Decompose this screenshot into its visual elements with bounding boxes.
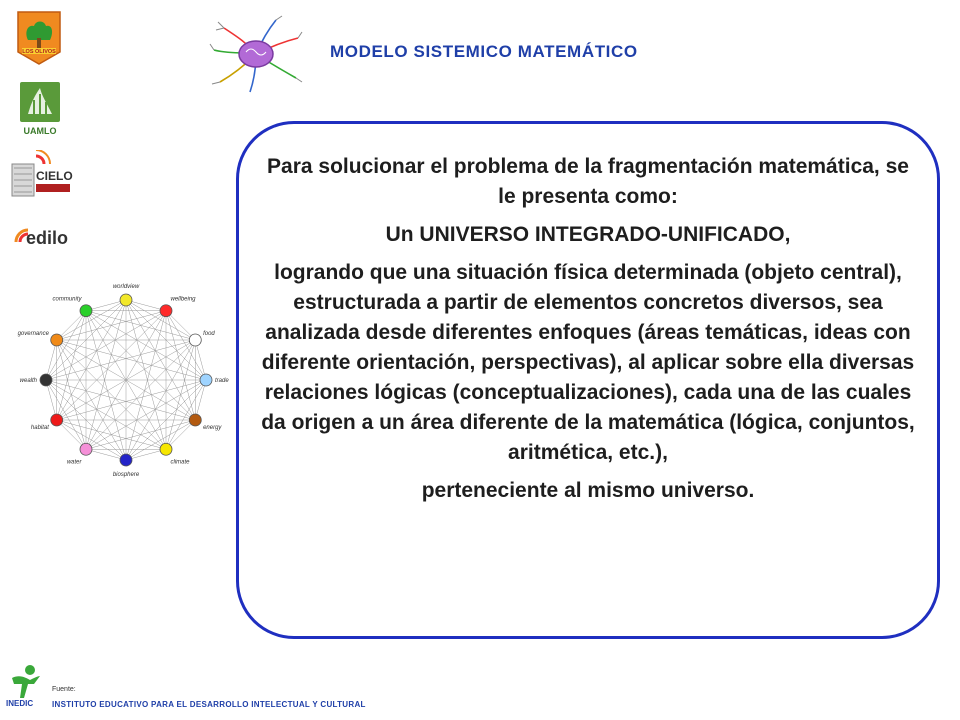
network-label-food: food xyxy=(203,331,215,337)
intro-paragraph: Para solucionar el problema de la fragmentación matemática, se le presenta como: xyxy=(267,155,909,208)
closing-paragraph: perteneciente al mismo universo. xyxy=(421,479,755,502)
source-label: Fuente: xyxy=(52,686,76,693)
los-olivos-logo xyxy=(16,10,62,66)
network-label-habitat: habitat xyxy=(30,425,49,431)
network-link xyxy=(86,311,206,380)
institution-name: INSTITUTO EDUCATIVO PARA EL DESARROLLO INTELECTUAL Y CULTURAL xyxy=(52,700,366,709)
network-link xyxy=(57,311,166,420)
network-node-habitat xyxy=(51,414,63,426)
network-node-water xyxy=(80,443,92,455)
network-label-trade: trade xyxy=(215,378,229,384)
network-label-climate: climate xyxy=(170,459,190,466)
network-label-worldview: worldview xyxy=(112,284,140,290)
network-node-biosphere xyxy=(120,454,132,466)
network-link xyxy=(46,380,166,449)
content-text xyxy=(259,152,917,506)
network-node-governance xyxy=(51,334,63,346)
network-node-energy xyxy=(189,414,201,426)
network-link xyxy=(57,420,126,460)
network-node-community xyxy=(80,305,92,317)
network-node-trade xyxy=(200,374,212,386)
uamlo-logo xyxy=(18,80,62,140)
explanation-paragraph: logrando que una situación física determinada (objeto central), estructurada a partir de elementos concretos diversos, sea analizada desde diferentes enfoques (áreas temáticas, ideas con diferente orientación, perspectivas), al aplicar sobre ella diversas relaciones lógicas (conceptualizaciones), cada una de las cuales da origen a un área diferente de la matemática (lógica, conjuntos, aritmética, etc.), xyxy=(261,261,915,464)
edilo-logo-text: edilo xyxy=(26,228,69,248)
network-link xyxy=(86,311,195,420)
network-node-food xyxy=(189,334,201,346)
network-label-biosphere: biosphere xyxy=(112,472,140,478)
network-link xyxy=(86,340,195,449)
network-links xyxy=(46,300,206,460)
edilo-logo xyxy=(12,218,78,252)
uamlo-logo-text: UAMLO xyxy=(23,126,57,136)
network-node-climate xyxy=(160,443,172,455)
slide-title: MODELO SISTEMICO MATEMÁTICO xyxy=(330,42,638,61)
brain-map-image xyxy=(206,12,306,101)
network-label-water: water xyxy=(66,459,82,466)
cielo-logo xyxy=(8,150,74,200)
network-link xyxy=(57,340,126,460)
network-label-energy: energy xyxy=(203,425,222,431)
network-node-wealth xyxy=(40,374,52,386)
network-link xyxy=(46,380,86,449)
network-link xyxy=(57,340,166,449)
network-node-worldview xyxy=(120,294,132,306)
cielo-logo-text: CIELO xyxy=(36,169,73,183)
network-label-wealth: wealth xyxy=(19,378,37,384)
network-label-wellbeing: wellbeing xyxy=(170,296,196,303)
network-link xyxy=(86,311,195,340)
network-link xyxy=(57,311,86,420)
network-link xyxy=(57,340,86,449)
content-box xyxy=(236,121,940,639)
network-diagram xyxy=(0,282,232,487)
network-label-governance: governance xyxy=(17,331,49,337)
network-link xyxy=(46,311,86,380)
los-olivos-logo-text: LOS OLIVOS xyxy=(22,49,56,55)
headline-paragraph: Un UNIVERSO INTEGRADO-UNIFICADO, xyxy=(385,223,791,246)
network-label-community: community xyxy=(52,296,82,303)
network-node-wellbeing xyxy=(160,305,172,317)
inedic-logo-text: INEDIC xyxy=(6,699,34,708)
